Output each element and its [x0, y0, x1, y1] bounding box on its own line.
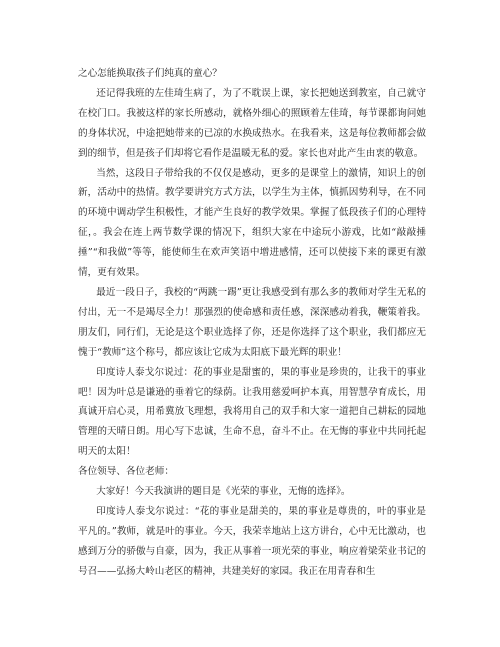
document-body [78, 64, 426, 582]
paragraph: 大家好！今天我演讲的题目是《光荣的事业，无悔的选择》。 [96, 486, 351, 498]
salutation: 各位领导、各位老师： [78, 466, 174, 478]
paragraph: 印度诗人泰戈尔说过：“花的事业是甜美的，果的事业是尊贵的，叶的事业是平凡的。”教师，就是叶的事业。今天，我荣幸地站上这方讲台，心中无比激动，也感到万分的骄傲与自豪，因为，我正从事着一项光荣的事业，响应着梁荣业书记的号召——弘扬大岭山老区的精神，共建美好的家园。我正在用青春和生 [78, 505, 426, 577]
paragraph: 之心怎能换取孩子们纯真的童心？ [78, 68, 222, 79]
paragraph: 印度诗人泰戈尔说过：花的事业是甜蜜的，果的事业是珍贵的，让我干的事业吧！因为叶总是谦逊的垂着它的绿荫。让我用慈爱呵护本真，用智慧孕育成长，用真诚开启心灵，用希冀放飞理想，我将用自己的双手和大家一道把自己耕耘的园地管理的天晴日朗。用心写下忠诚，生命不息，奋斗不止。在无悔的事业中共同托起明天的太阳！ [78, 366, 426, 458]
paragraph: 还记得我班的左佳琦生病了，为了不耽误上课，家长把她送到教室，自己就守在校门口。我被这样的家长所感动，就格外细心的照顾着左佳琦，每节课都询问她的身体状况，中途把她带来的已凉的水换成热水。在我看来，这是每位教师都会做到的细节，但是孩子们却将它看作是温暖无私的爱。家长也对此产生由衷的敬意。 [78, 87, 426, 159]
paragraph: 最近一段日子，我校的“两跳一踢”更让我感受到有那么多的教师对学生无私的付出，无一不是竭尽全力！那强烈的使命感和责任感，深深感动着我，鞭策着我。朋友们，同行们，无论是这个职业选择了你，还是你选择了这个职业，我们都应无愧于“教师”这个称号，都应该让它成为太阳底下最光辉的职业！ [78, 286, 426, 358]
paragraph: 当然，这段日子带给我的不仅仅是感动，更多的是课堂上的激情，知识上的创新，活动中的热情。教学要讲究方式方法，以学生为主体，慎抓因势利导，在不同的环境中调动学生积极性，才能产生良好的教学效果。掌握了低段孩子们的心理特征，。我会在连上两节数学课的情况下，组织大家在中途玩小游戏，比如“敲敲捶捶”“和我做”等等，能使师生在欢声笑语中增进感情，还可以使接下来的课更有激情，更有效果。 [78, 167, 426, 279]
